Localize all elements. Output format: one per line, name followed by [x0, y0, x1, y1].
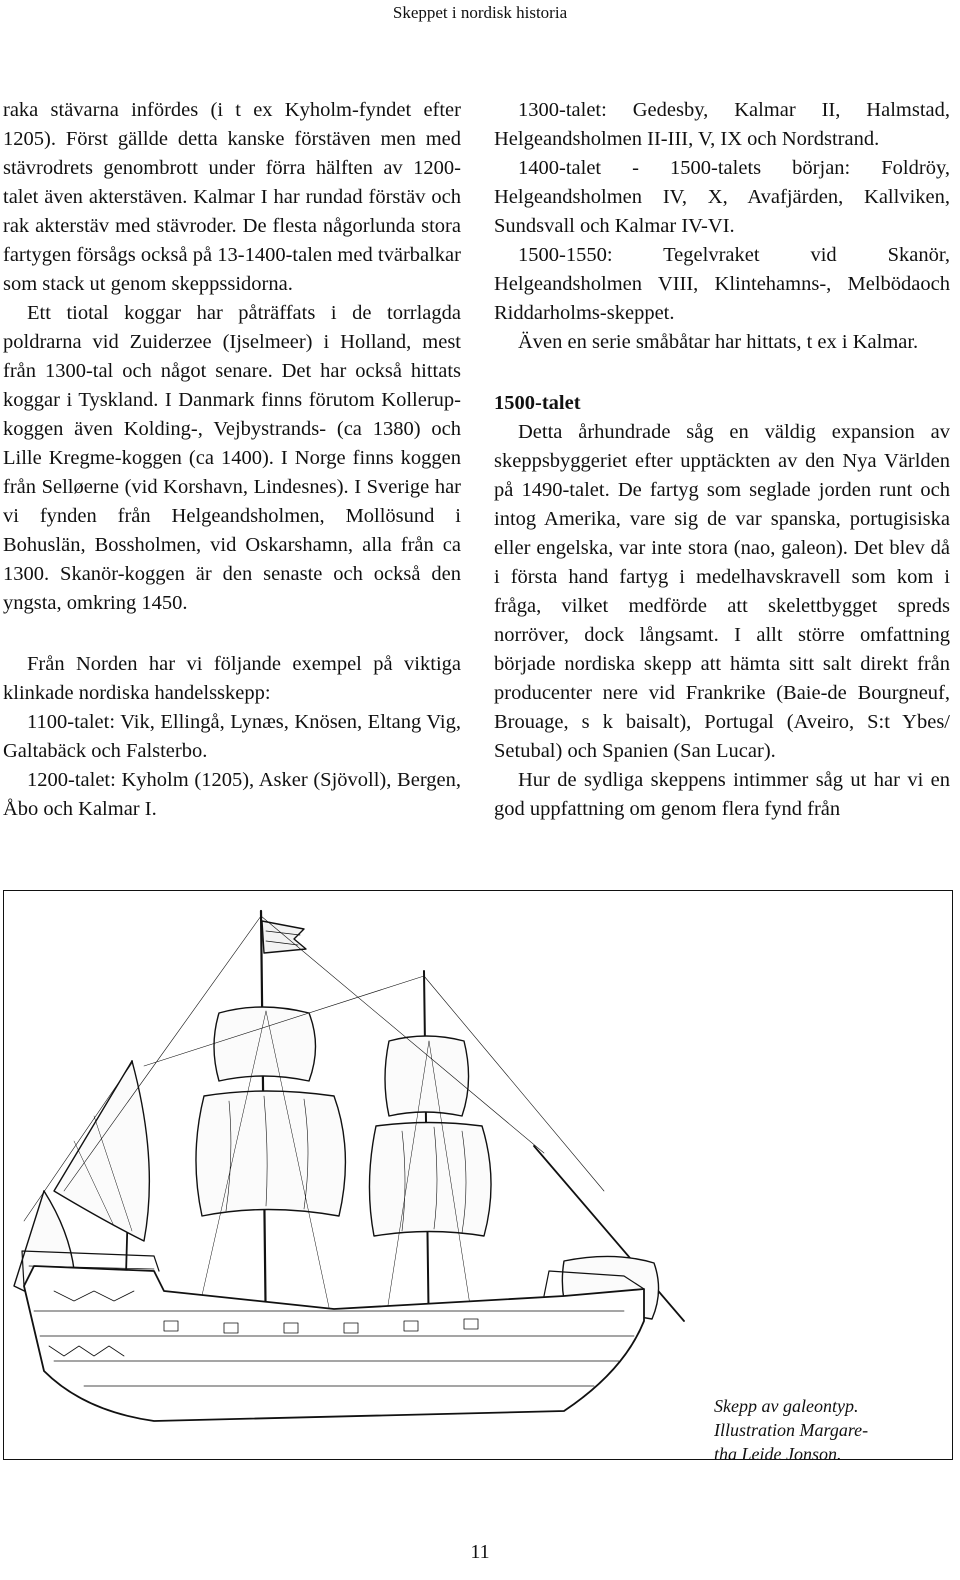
paragraph: 1100-talet: Vik, Ellingå, Lynæs, Knösen, Eltang Vig, Galtabäck och Falsterbo.	[3, 711, 461, 762]
page-number: 11	[470, 1541, 490, 1563]
paragraph: Detta århundrade såg en väldig expansion av skeppsbyggeriet efter upptäckten av den Nya Världen på 1490-talet. De fartyg som seglade jorden runt och intog Amerika, vare sig de var spanska, portugisiska eller engelska, var inte stora (nao, galeon). Det blev då i första hand fartyg i medelhavskravell som kom i fråga, vilket medförde att skelettbygget spreds norröver, dock långsamt. I allt större omfattning började nordiska skepp att hämta sitt salt direkt från producenter nere vid Frankrike (Baie-de Bourgneuf, Brouage, s k baisalt), Portugal (Aveiro, S:t Ybes/ Setubal) och Spanien (San Lucar).	[494, 421, 950, 762]
figure-caption	[714, 1394, 944, 1466]
paragraph: Även en serie småbåtar har hittats, t ex i Kalmar.	[518, 331, 919, 353]
paragraph: 1400-talet - 1500-talets början: Foldröy, Helgeandsholmen IV, X, Avafjärden, Kallviken, Sundsvall och Kalmar IV-VI.	[494, 157, 950, 237]
galleon-illustration	[4, 891, 951, 1458]
caption-line: tha Leide Jonson.	[714, 1444, 842, 1464]
caption-line: Illustration Margare-	[714, 1420, 869, 1440]
ship-illustration-figure	[3, 890, 953, 1464]
running-title: Skeppet i nordisk historia	[392, 3, 568, 22]
paragraph: raka stävarna infördes (i t ex Kyholm-fyndet efter 1205). Först gällde detta kanske förstäven men med stävrodrets genombrott under förra hälften av 1200-talet även akterstäven. Kalmar I har rundad förstäv och rak akterstäv med stävroder. De flesta någorlunda stora fartygen försågs också på 13-1400-talen med tvärbalkar som stack ut genom skeppssidorna.	[3, 99, 461, 295]
paragraph: Hur de sydliga skeppens intimmer såg ut har vi en god uppfattning om genom flera fynd från	[494, 769, 950, 820]
paragraph: 1300-talet: Gedesby, Kalmar II, Halmstad, Helgeandsholmen II-III, V, IX och Nordstrand.	[494, 99, 950, 150]
right-text-column	[494, 96, 950, 824]
paragraph: Från Norden har vi följande exempel på viktiga klinkade nordiska handelsskepp:	[3, 653, 461, 704]
paragraph: 1200-talet: Kyholm (1205), Asker (Sjövoll), Bergen, Åbo och Kalmar I.	[3, 769, 461, 820]
left-text-column	[3, 96, 461, 824]
paragraph: 1500-1550: Tegelvraket vid Skanör, Helgeandsholmen VIII, Klintehamns-, Melbödaoch Riddarholms-skeppet.	[494, 244, 950, 324]
section-heading: 1500-talet	[494, 392, 581, 414]
caption-line: Skepp av galeontyp.	[714, 1396, 859, 1416]
paragraph: Ett tiotal koggar har påträffats i de torrlagda poldrarna vid Zuiderzee (Ijselmeer) i Holland, mest från 1300-tal och något senare. Det har också hittats koggar i Tyskland. I Danmark finns förutom Kollerup-koggen även Kolding-, Vejbystrands- (ca 1380) och Lille Kregme-koggen (ca 1400). I Norge finns koggen från Selløerne (vid Korshavn, Lindesnes). I Sverige har vi fynden från Helgeandsholmen, Mollösund i Bohuslän, Bossholmen, vid Oskarshamn, alla från ca 1300. Skanör-koggen är den senaste och också den yngsta, omkring 1450.	[3, 302, 461, 614]
